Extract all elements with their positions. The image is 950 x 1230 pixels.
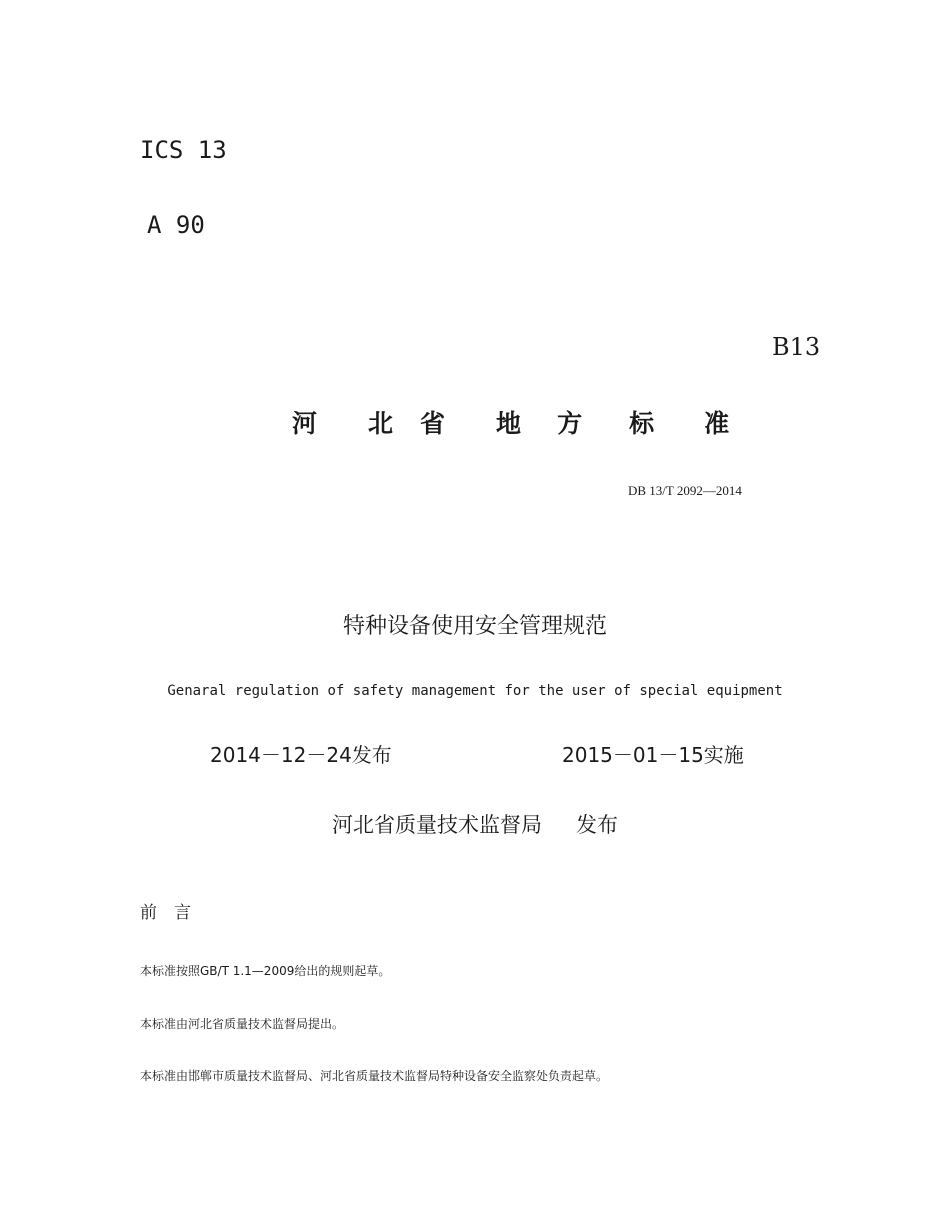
publish-date: 2014－12－24发布 (210, 743, 392, 767)
document-title-chinese: 特种设备使用安全管理规范 (342, 614, 607, 639)
foreword-paragraph: 本标准按照GB/T 1.1—2009给出的规则起草。 (140, 964, 391, 978)
standard-type-char: 准 (704, 409, 730, 438)
region-code: B13 (772, 333, 821, 361)
implement-date: 2015－01－15实施 (562, 743, 744, 767)
standard-type-char: 河 (292, 409, 318, 438)
issuer-name: 河北省质量技术监督局 (332, 813, 542, 837)
ics-classification: ICS 13 (140, 136, 227, 164)
standard-type-heading (292, 404, 752, 440)
foreword-paragraph: 本标准由邯郸市质量技术监督局、河北省质量技术监督局特种设备安全监察处负责起草。 (140, 1069, 609, 1083)
document-title-english: Genaral regulation of safety management for the user of special equipment (167, 683, 783, 699)
standard-number: DB 13/T 2092—2014 (628, 483, 742, 498)
foreword-paragraph: 本标准由河北省质量技术监督局提出。 (140, 1017, 345, 1031)
standard-type-char: 标 (629, 409, 655, 438)
issuer-action: 发布 (576, 813, 618, 837)
standard-type-char: 方 (557, 409, 583, 438)
ccs-classification: A 90 (147, 211, 205, 239)
standard-type-char: 省 (420, 409, 446, 438)
issuer-line (0, 809, 950, 839)
foreword-heading: 前 言 (140, 903, 191, 923)
standard-type-char: 北 (368, 409, 394, 438)
standard-type-char: 地 (496, 409, 522, 438)
